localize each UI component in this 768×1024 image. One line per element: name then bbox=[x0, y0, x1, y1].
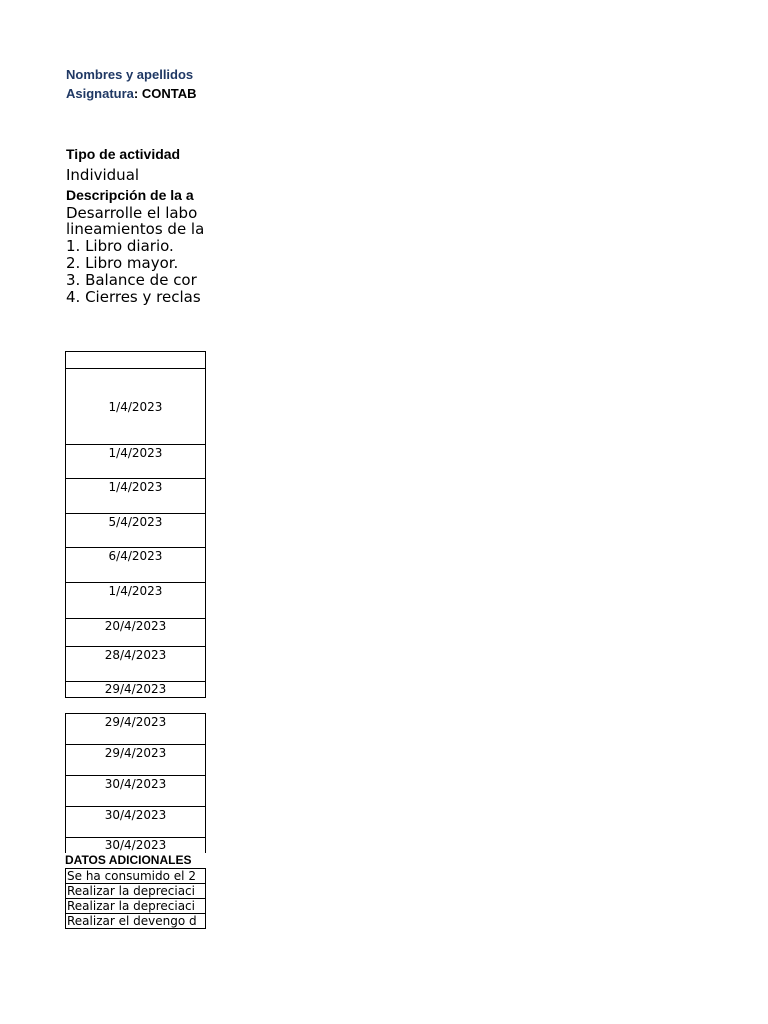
date-cell: 20/4/2023 bbox=[104, 619, 167, 633]
table-row bbox=[65, 444, 206, 479]
names-label: Nombres y apellidos bbox=[66, 67, 194, 82]
table-row bbox=[65, 837, 206, 853]
additional-row: Realizar la depreciaci bbox=[65, 898, 206, 914]
table-row bbox=[65, 775, 206, 807]
sheet-viewport bbox=[0, 0, 206, 1024]
date-cell: 30/4/2023 bbox=[104, 808, 167, 822]
table-row bbox=[65, 713, 206, 745]
table-row bbox=[65, 681, 206, 698]
date-cell: 1/4/2023 bbox=[108, 446, 163, 460]
table-row bbox=[65, 646, 206, 682]
activity-type-value: Individual bbox=[66, 166, 140, 184]
table-row bbox=[65, 547, 206, 583]
additional-row: Realizar la depreciaci bbox=[65, 883, 206, 899]
description-line-1: Desarrolle el labo bbox=[66, 204, 198, 222]
additional-row: Se ha consumido el 2 bbox=[65, 868, 206, 884]
subject-value: : CONTAB bbox=[133, 86, 197, 101]
table-row bbox=[65, 744, 206, 776]
description-line-2: lineamientos de la bbox=[66, 220, 205, 238]
date-cell: 5/4/2023 bbox=[108, 515, 163, 529]
date-cell: 1/4/2023 bbox=[108, 400, 163, 414]
description-item-3: 3. Balance de cor bbox=[66, 271, 197, 289]
table-row bbox=[65, 618, 206, 647]
date-cell: 1/4/2023 bbox=[108, 480, 163, 494]
table-row bbox=[65, 806, 206, 838]
date-cell: 29/4/2023 bbox=[104, 746, 167, 760]
date-cell: 30/4/2023 bbox=[104, 838, 167, 852]
table-row bbox=[65, 478, 206, 514]
date-cell: 29/4/2023 bbox=[104, 682, 167, 696]
description-item-1: 1. Libro diario. bbox=[66, 237, 174, 255]
table-row bbox=[65, 513, 206, 548]
description-heading: Descripción de la a bbox=[66, 187, 194, 203]
additional-data-title: DATOS ADICIONALES bbox=[65, 853, 192, 867]
description-item-2: 2. Libro mayor. bbox=[66, 254, 179, 272]
table-row bbox=[65, 368, 206, 445]
date-cell: 28/4/2023 bbox=[104, 648, 167, 662]
description-item-4: 4. Cierres y reclas bbox=[66, 288, 201, 306]
additional-row: Realizar el devengo d bbox=[65, 913, 206, 929]
activity-type-heading: Tipo de actividad bbox=[66, 146, 181, 162]
table-row bbox=[65, 582, 206, 619]
date-cell: 30/4/2023 bbox=[104, 777, 167, 791]
date-cell: 6/4/2023 bbox=[108, 549, 163, 563]
table1-header-row bbox=[65, 351, 206, 369]
date-cell: 1/4/2023 bbox=[108, 584, 163, 598]
subject-label: Asignatura bbox=[66, 86, 134, 101]
date-cell: 29/4/2023 bbox=[104, 715, 167, 729]
subject-line bbox=[66, 86, 197, 101]
